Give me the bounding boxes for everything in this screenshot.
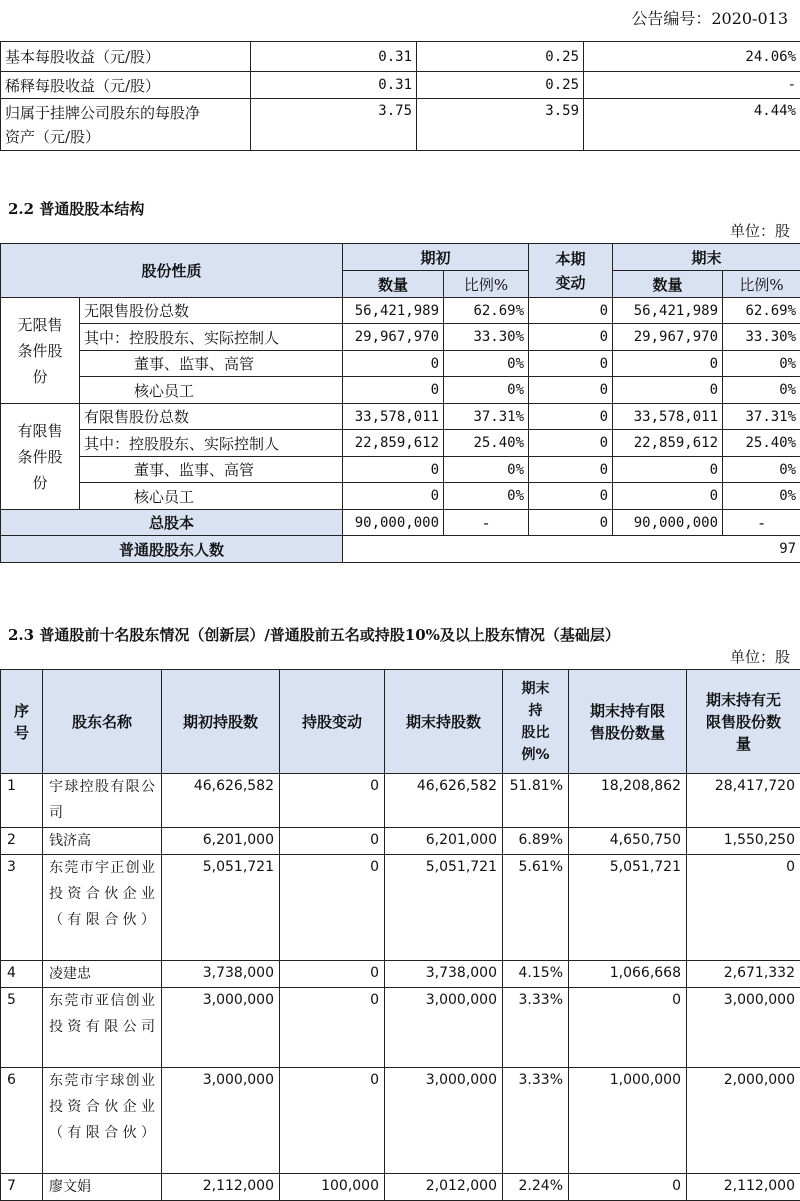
end-ratio: 37.31% [723, 404, 800, 430]
seq: 1 [1, 774, 43, 828]
table-row [1, 457, 800, 483]
eps-value: 0.31 [251, 72, 417, 99]
end-qty: 0 [613, 483, 723, 510]
eps-row-diluted [1, 72, 800, 99]
group-label-line: 有限售 [5, 418, 75, 444]
header-ratio-line: 持 [507, 700, 564, 722]
header-end: 期末 [613, 244, 800, 271]
end-shares: 5,051,721 [385, 855, 503, 961]
end-shares: 2,012,000 [385, 1174, 503, 1201]
eps-label: 稀释每股收益（元/股） [1, 72, 251, 99]
begin-ratio: 0% [444, 457, 529, 483]
begin-shares: 2,112,000 [162, 1174, 280, 1201]
header-change: 持股变动 [280, 670, 385, 774]
unrestricted-shares: 2,112,000 [687, 1174, 800, 1201]
table-row [1, 828, 800, 855]
header-begin: 期初 [343, 244, 529, 271]
top-shareholders-table [0, 669, 800, 1201]
change: 0 [529, 457, 613, 483]
eps-change: - [584, 72, 800, 99]
shareholder-name: 东莞市宇正创业投资合伙企业（有限合伙） [43, 855, 162, 961]
begin-shares: 46,626,582 [162, 774, 280, 828]
header-seq [1, 670, 43, 774]
shares-change: 0 [280, 1068, 385, 1174]
eps-label: 基本每股收益（元/股） [1, 42, 251, 72]
shares-change: 100,000 [280, 1174, 385, 1201]
header-ratio-line: 期末 [507, 678, 564, 700]
change: 0 [529, 510, 613, 536]
header-seq-line: 序 [5, 700, 38, 722]
eps-value: 0.31 [251, 42, 417, 72]
end-ratio: 2.24% [503, 1174, 569, 1201]
header-qty: 数量 [343, 271, 444, 298]
total-row [1, 510, 800, 536]
begin-shares: 3,738,000 [162, 961, 280, 988]
header-restricted [569, 670, 687, 774]
restricted-shares: 1,066,668 [569, 961, 687, 988]
header-qty: 数量 [613, 271, 723, 298]
table-row [1, 1068, 800, 1174]
seq: 6 [1, 1068, 43, 1174]
shares-change: 0 [280, 988, 385, 1068]
shareholder-name: 东莞市亚信创业投资有限公司 [43, 988, 162, 1068]
table-row [1, 774, 800, 828]
row-name: 其中：控股股东、实际控制人 [80, 324, 343, 351]
begin-qty: 33,578,011 [343, 404, 444, 430]
shareholder-name: 钱济高 [43, 828, 162, 855]
begin-qty: 22,859,612 [343, 430, 444, 457]
begin-qty: 90,000,000 [343, 510, 444, 536]
shareholder-name: 凌建忠 [43, 961, 162, 988]
row-name: 无限售股份总数 [80, 298, 343, 324]
shares-change: 0 [280, 855, 385, 961]
header-change-line: 变动 [533, 271, 608, 295]
unrestricted-shares: 0 [687, 855, 800, 961]
unrestricted-shares: 2,671,332 [687, 961, 800, 988]
begin-shares: 3,000,000 [162, 988, 280, 1068]
eps-row-navps [1, 99, 800, 151]
row-name: 核心员工 [80, 377, 343, 404]
seq: 2 [1, 828, 43, 855]
end-ratio: 6.89% [503, 828, 569, 855]
end-qty: 56,421,989 [613, 298, 723, 324]
shareholder-name: 廖文娟 [43, 1174, 162, 1201]
shares-change: 0 [280, 828, 385, 855]
unit-label: 单位：股 [730, 220, 790, 241]
header-name: 股东名称 [43, 670, 162, 774]
restricted-shares: 0 [569, 1174, 687, 1201]
end-qty: 22,859,612 [613, 430, 723, 457]
header-unrestricted [687, 670, 800, 774]
unit-label: 单位：股 [730, 646, 790, 667]
seq: 7 [1, 1174, 43, 1201]
table-row [1, 298, 800, 324]
end-ratio: 33.30% [723, 324, 800, 351]
table-row [1, 430, 800, 457]
total-label: 总股本 [1, 510, 343, 536]
header-unrestricted-line: 限售股份数 [691, 711, 796, 733]
group-label-line: 条件股 [5, 444, 75, 470]
unrestricted-shares: 1,550,250 [687, 828, 800, 855]
seq: 3 [1, 855, 43, 961]
begin-qty: 29,967,970 [343, 324, 444, 351]
end-qty: 29,967,970 [613, 324, 723, 351]
group-label-line: 无限售 [5, 312, 75, 338]
end-ratio: 3.33% [503, 988, 569, 1068]
begin-shares: 5,051,721 [162, 855, 280, 961]
change: 0 [529, 377, 613, 404]
change: 0 [529, 430, 613, 457]
end-ratio: 0% [723, 351, 800, 377]
end-qty: 0 [613, 377, 723, 404]
holders-row [1, 536, 800, 563]
header-ratio: 比例% [723, 271, 800, 298]
table-row [1, 988, 800, 1068]
group-label [1, 404, 80, 510]
eps-value: 0.25 [417, 42, 584, 72]
change: 0 [529, 483, 613, 510]
eps-change: 4.44% [584, 99, 800, 151]
end-qty: 33,578,011 [613, 404, 723, 430]
end-qty: 90,000,000 [613, 510, 723, 536]
begin-ratio: 62.69% [444, 298, 529, 324]
end-ratio: 4.15% [503, 961, 569, 988]
end-shares: 6,201,000 [385, 828, 503, 855]
eps-value: 0.25 [417, 72, 584, 99]
eps-label [1, 99, 251, 151]
section-title: 2.3 普通股前十名股东情况（创新层）/普通股前五名或持股10%及以上股东情况（基础层） [8, 624, 620, 645]
row-name: 核心员工 [80, 483, 343, 510]
begin-ratio: 25.40% [444, 430, 529, 457]
begin-qty: 0 [343, 377, 444, 404]
end-ratio: 0% [723, 483, 800, 510]
header-row [1, 244, 800, 271]
shares-change: 0 [280, 774, 385, 828]
begin-qty: 0 [343, 351, 444, 377]
header-change-line: 本期 [533, 247, 608, 271]
unrestricted-shares: 28,417,720 [687, 774, 800, 828]
header-row [1, 670, 800, 774]
eps-change: 24.06% [584, 42, 800, 72]
header-ratio [503, 670, 569, 774]
begin-ratio: 37.31% [444, 404, 529, 430]
change: 0 [529, 324, 613, 351]
header-restricted-line: 售股份数量 [573, 722, 682, 744]
change: 0 [529, 351, 613, 377]
unrestricted-shares: 3,000,000 [687, 988, 800, 1068]
end-ratio: 3.33% [503, 1068, 569, 1174]
header-begin: 期初持股数 [162, 670, 280, 774]
header-end: 期末持股数 [385, 670, 503, 774]
end-ratio: - [723, 510, 800, 536]
end-qty: 0 [613, 457, 723, 483]
row-name: 董事、监事、高管 [80, 351, 343, 377]
header-unrestricted-line: 期末持有无 [691, 689, 796, 711]
restricted-shares: 18,208,862 [569, 774, 687, 828]
header-nature: 股份性质 [1, 244, 343, 298]
header-ratio-line: 例% [507, 744, 564, 766]
eps-table [0, 41, 800, 151]
unrestricted-shares: 2,000,000 [687, 1068, 800, 1174]
shareholder-name: 宇球控股有限公司 [43, 774, 162, 828]
end-ratio: 51.81% [503, 774, 569, 828]
eps-label-line: 归属于挂牌公司股东的每股净 [5, 101, 246, 125]
change: 0 [529, 404, 613, 430]
begin-shares: 3,000,000 [162, 1068, 280, 1174]
eps-value: 3.59 [417, 99, 584, 151]
eps-value: 3.75 [251, 99, 417, 151]
begin-ratio: 0% [444, 377, 529, 404]
end-ratio: 62.69% [723, 298, 800, 324]
group-label-line: 份 [5, 470, 75, 496]
holders-label: 普通股股东人数 [1, 536, 343, 563]
restricted-shares: 1,000,000 [569, 1068, 687, 1174]
end-ratio: 25.40% [723, 430, 800, 457]
table-row [1, 377, 800, 404]
table-row [1, 483, 800, 510]
header-ratio-line: 股比 [507, 722, 564, 744]
end-shares: 3,738,000 [385, 961, 503, 988]
begin-ratio: - [444, 510, 529, 536]
eps-row-basic [1, 42, 800, 72]
begin-qty: 56,421,989 [343, 298, 444, 324]
header-ratio: 比例% [444, 271, 529, 298]
holders-count: 97 [343, 536, 800, 563]
restricted-shares: 0 [569, 988, 687, 1068]
table-row [1, 324, 800, 351]
restricted-shares: 4,650,750 [569, 828, 687, 855]
row-name: 有限售股份总数 [80, 404, 343, 430]
header-change [529, 244, 613, 298]
group-label-line: 条件股 [5, 338, 75, 364]
group-label-line: 份 [5, 364, 75, 390]
table-row [1, 855, 800, 961]
end-ratio: 0% [723, 377, 800, 404]
row-name: 其中：控股股东、实际控制人 [80, 430, 343, 457]
share-structure-table [0, 243, 800, 563]
end-shares: 3,000,000 [385, 1068, 503, 1174]
announcement-number: 公告编号：2020-013 [631, 6, 788, 29]
section-title: 2.2 普通股股本结构 [8, 198, 144, 219]
end-shares: 3,000,000 [385, 988, 503, 1068]
header-unrestricted-line: 量 [691, 733, 796, 755]
table-row [1, 404, 800, 430]
begin-qty: 0 [343, 483, 444, 510]
header-seq-line: 号 [5, 722, 38, 744]
begin-shares: 6,201,000 [162, 828, 280, 855]
table-row [1, 351, 800, 377]
begin-qty: 0 [343, 457, 444, 483]
begin-ratio: 0% [444, 483, 529, 510]
seq: 5 [1, 988, 43, 1068]
table-row [1, 961, 800, 988]
end-ratio: 0% [723, 457, 800, 483]
table-row [1, 1174, 800, 1201]
end-shares: 46,626,582 [385, 774, 503, 828]
seq: 4 [1, 961, 43, 988]
begin-ratio: 33.30% [444, 324, 529, 351]
begin-ratio: 0% [444, 351, 529, 377]
restricted-shares: 5,051,721 [569, 855, 687, 961]
eps-label-line: 资产（元/股） [5, 125, 246, 149]
header-restricted-line: 期末持有限 [573, 700, 682, 722]
shareholder-name: 东莞市宇球创业投资合伙企业（有限合伙） [43, 1068, 162, 1174]
row-name: 董事、监事、高管 [80, 457, 343, 483]
end-qty: 0 [613, 351, 723, 377]
end-ratio: 5.61% [503, 855, 569, 961]
group-label [1, 298, 80, 404]
shares-change: 0 [280, 961, 385, 988]
change: 0 [529, 298, 613, 324]
